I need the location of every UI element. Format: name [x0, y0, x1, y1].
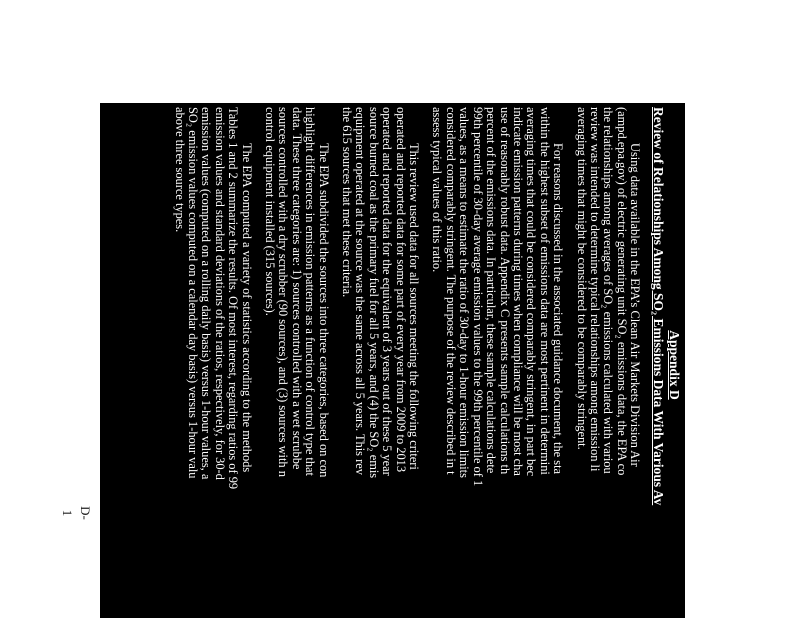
paragraph-5	[172, 107, 252, 618]
paragraph-line: operated and reported data for some part of every year from 2009 to 2013	[393, 107, 408, 473]
paragraph-line: averaging times that could be considered comparably stringent, in part bec	[524, 107, 539, 477]
paragraph-line: above three source types.	[172, 107, 187, 233]
paragraph-line: the 615 sources that met these criteria.	[340, 107, 355, 298]
paragraph-1	[574, 107, 641, 618]
paragraph-line: percent of the emissions data. In particular, these sample calculations dete	[484, 107, 499, 474]
paragraph-line: source burned coal as the primary fuel for all 5 years, and (4) the SO₂ emis	[366, 107, 381, 479]
rotated-text-block	[100, 103, 685, 618]
paragraph-line: averaging times that might be considered to be comparably stringent.	[574, 107, 589, 450]
paragraph-line: within the highest subset of emissions data are most pertinent in determini	[537, 107, 552, 475]
paragraph-line: data. These three categories are: 1) sources controlled with a wet scrubbe	[289, 107, 304, 470]
paragraph-line: For reasons discussed in the associated guidance document, the sta	[551, 143, 566, 475]
appendix-title: Appendix D	[667, 330, 682, 400]
paragraph-line: emission values and standard deviations of the ratios, respectively, for 30-d	[212, 107, 227, 480]
paragraph-line: highlight differences in emission patterns as a function of control type that	[303, 107, 318, 476]
scanned-page-negative	[100, 103, 685, 618]
paragraph-line: the relationships among averages of SO₂ emissions calculated with variou	[601, 107, 616, 474]
paragraph-line: sources controlled with a dry scrubber (90 sources), and (3) sources with n	[276, 107, 291, 477]
paragraph-2	[430, 107, 564, 618]
paragraph-line: The EPA computed a variety of statistics according to the methods	[239, 143, 254, 473]
paragraph-line: Tables 1 and 2 summarize the results. Of most interest, regarding ratios of 99	[226, 107, 241, 490]
paragraph-line: (ampd.epa.gov) of electric generating unit SO₂ emissions data, the EPA co	[614, 107, 629, 476]
paragraph-line: use of reasonably robust data. Appendix C presents sample calculations th	[497, 107, 512, 475]
paragraph-line: review was intended to determine typical relationships among emission li	[587, 107, 602, 472]
page-number: D-1	[60, 506, 93, 520]
paragraph-4	[263, 107, 330, 618]
paragraph-line: control equipment installed (315 sources).	[263, 107, 278, 316]
paragraph-line: Using data available in the EPA’s Clean Air Markets Division Air	[628, 143, 643, 467]
paragraph-line: SO₂ emission values computed on a calendar day basis) versus 1-hour valu	[186, 107, 200, 479]
paragraph-line: indicate emission patterns during times when compliance will be most cha	[510, 107, 525, 476]
paragraph-line: emission values (computed on a rolling daily basis) versus 1-hour values, a	[199, 107, 214, 480]
paragraph-line: This review used data for all sources meeting the following criteri	[407, 143, 422, 470]
paragraph-line: values, as a means to estimate the ratio of 30-day to 1-hour emission limits	[457, 107, 472, 478]
paragraph-line: considered comparably stringent. The purpose of the review described in t	[443, 107, 458, 475]
paragraph-line: equipment operated at the source was the same across all 5 years. This rev	[353, 107, 368, 475]
paragraph-3	[340, 107, 420, 618]
paragraph-line: The EPA subdivided the sources into three categories, based on con	[316, 143, 331, 478]
paragraph-line: assess typical values of this ratio.	[430, 107, 445, 273]
appendix-subtitle: Review of Relationships Among SO₂ Emissions Data With Various Av	[650, 107, 666, 506]
paragraph-line: operated and reported data for the equivalent of 3 years out of these 5 year	[380, 107, 395, 476]
paragraph-line: 99th percentile of 30-day average emission values to the 99th percentile of 1	[470, 107, 485, 487]
